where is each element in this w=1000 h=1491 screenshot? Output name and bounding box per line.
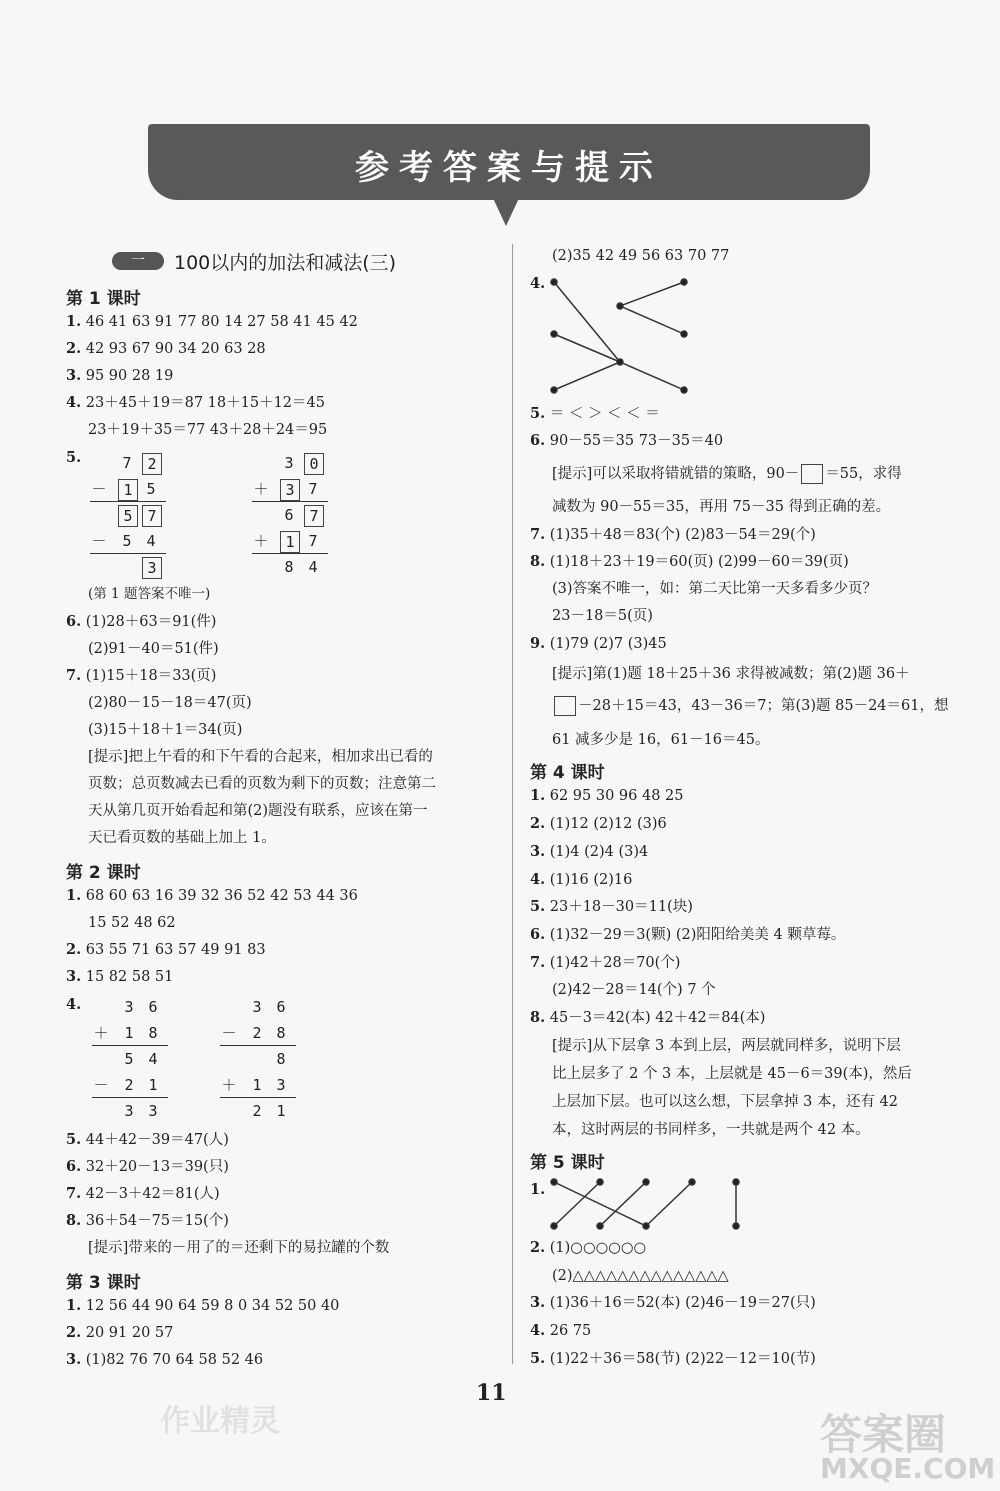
matching-diagram-l3: [540, 270, 700, 400]
answer-text: ＝ ＜ ＞ ＜ ＜ ＝: [549, 406, 660, 422]
calc-line: [90, 501, 166, 502]
operator: ＋: [93, 1024, 109, 1042]
l2-q4-num: [66, 995, 81, 1015]
q-num: 7.: [66, 667, 82, 684]
answer-text: (1)15＋18＝33(页): [85, 668, 217, 684]
answer-text: (1)36＋16＝52(本) (2)46－19＝27(只): [549, 1295, 816, 1311]
q-num: 6.: [66, 613, 82, 630]
dot: [597, 1179, 603, 1185]
answer-text: (1)32－29＝3(颗) (2)阳阳给美美 4 颗草莓。: [549, 927, 846, 943]
l2-q3: [66, 967, 173, 987]
q-num: 6.: [530, 926, 546, 943]
l5-q3: [530, 1293, 816, 1313]
q-num: 3.: [66, 367, 82, 384]
q-num: 1.: [530, 1181, 546, 1198]
hint-label: 提示: [557, 466, 587, 482]
dot: [681, 279, 687, 285]
l2-q6: [66, 1157, 229, 1177]
digit-box: 5: [118, 505, 138, 527]
answer-text: 45－3＝42(本) 42＋42＝84(本): [549, 1010, 766, 1026]
dot: [551, 387, 557, 393]
q-num: 2.: [66, 340, 82, 357]
answer-text: (1)42＋28＝70(个): [549, 955, 681, 971]
l3-hint9-l3: 61 减多少是 16，61－16＝45。: [552, 732, 770, 748]
l2-q8: [66, 1211, 229, 1231]
l1-hint-l1: [提示]把上午看的和下午看的合起来，相加求出已看的: [88, 749, 433, 765]
digit: 4: [146, 532, 156, 550]
match-line: [620, 306, 684, 334]
calc-line: [90, 553, 166, 554]
digit-box: 7: [142, 505, 162, 527]
l3-q3: [66, 1350, 263, 1370]
answer-text: 23＋18－30＝11(块): [549, 899, 693, 915]
dot: [617, 303, 623, 309]
answer-text: (1)22＋36＝58(节) (2)22－12＝10(节): [549, 1351, 816, 1367]
hint-text: 把上午看的和下午看的合起来，相加求出已看的: [128, 749, 433, 765]
answer-text: 42 93 67 90 34 20 63 28: [85, 341, 266, 357]
calc-line: [220, 1097, 296, 1098]
l2-q2: [66, 940, 266, 960]
l1-q2: [66, 339, 266, 359]
l1-hint-l4: 天已看页数的基础上加上 1。: [88, 830, 276, 846]
l2-q1b: 15 52 48 62: [88, 915, 176, 931]
q-num: 5.: [66, 1131, 82, 1148]
calc-line: [92, 1097, 168, 1098]
l5-q2a: [530, 1238, 646, 1258]
digit: 8: [284, 558, 294, 576]
l3-q8b: (3)答案不唯一，如：第二天比第一天多看多少页？: [552, 581, 878, 597]
dot: [681, 331, 687, 337]
hint-label: 提示: [93, 1240, 123, 1256]
answer-text: (1)35＋48＝83(个) (2)83－54＝29(个): [549, 527, 816, 543]
digit: 2: [124, 1076, 134, 1094]
answer-text: 15 82 58 51: [85, 969, 174, 985]
l2-q5: [66, 1130, 229, 1150]
answer-text: 95 90 28 19: [85, 368, 174, 384]
vertical-calc-4b: [220, 994, 300, 1124]
l1-q1: [66, 312, 358, 332]
q-num: 4.: [530, 871, 546, 888]
l4-q5: [530, 897, 693, 917]
l1-q3: [66, 366, 173, 386]
digit-box: 2: [142, 453, 162, 475]
l1-q4a: [66, 393, 325, 413]
calc-line: [252, 553, 328, 554]
digit: 3: [284, 454, 294, 472]
answer-text: 46 41 63 91 77 80 14 27 58 41 45 42: [85, 314, 358, 330]
hint-text: 第(1)题 18＋25＋36 求得被减数；第(2)题 36＋: [592, 666, 910, 682]
digit: 8: [148, 1024, 158, 1042]
answer-text: (1)82 76 70 64 58 52 46: [85, 1352, 264, 1368]
dot: [551, 279, 557, 285]
hint-label: 提示: [93, 749, 123, 765]
q-num: 2.: [530, 815, 546, 832]
calc-line: [92, 1045, 168, 1046]
digit: 1: [124, 1024, 134, 1042]
q-num: 6.: [530, 432, 546, 449]
l4-q6: [530, 925, 845, 945]
l1-q7c: (3)15＋18＋1＝34(页): [88, 722, 243, 738]
l4-hint-l4: 本，这时两层的书同样多，一共就是两个 42 本。: [552, 1122, 870, 1138]
lesson2-title: 第 2 课时: [66, 863, 141, 883]
q-num: 8.: [530, 1009, 546, 1026]
hint-label: 提示: [557, 1038, 587, 1054]
answer-text: 68 60 63 16 39 32 36 52 42 53 44 36: [85, 888, 358, 904]
hint-text: －28＋15＝43，43－36＝7；第(3)题 85－24＝61，想: [578, 698, 949, 714]
q-num: 2.: [66, 941, 82, 958]
l3-q5: [530, 404, 660, 424]
match-line: [620, 362, 684, 390]
q-num: 5.: [530, 405, 546, 422]
operator: －: [221, 1024, 237, 1042]
l4-q3: [530, 842, 648, 862]
answer-text: (1)79 (2)7 (3)45: [549, 636, 667, 652]
digit: 6: [276, 998, 286, 1016]
q-num: 1.: [66, 313, 82, 330]
dot: [551, 331, 557, 337]
digit: 6: [148, 998, 158, 1016]
digit: 5: [124, 1050, 134, 1068]
operator: ＋: [253, 480, 269, 498]
header-pointer: [492, 196, 520, 226]
digit: 3: [148, 1102, 158, 1120]
matching-diagram-l5: [546, 1174, 746, 1234]
match-line: [554, 282, 620, 362]
q-num: 4.: [530, 1322, 546, 1339]
operator: －: [91, 532, 107, 550]
q-num: 8.: [66, 1212, 82, 1229]
lesson5-title: 第 5 课时: [530, 1153, 605, 1173]
digit: 2: [252, 1102, 262, 1120]
l4-hint-l2: 比上层多了 2 个 3 本，上层就是 45－6＝39(本)，然后: [552, 1066, 912, 1082]
answer-text: (1)28＋63＝91(件): [85, 614, 217, 630]
calc-line: [252, 501, 328, 502]
match-line: [620, 282, 684, 306]
dot: [617, 359, 623, 365]
l5-q2b: (2)△△△△△△△△△△△△△△: [552, 1268, 729, 1284]
digit: 4: [148, 1050, 158, 1068]
match-line: [554, 334, 620, 362]
l4-q7b: (2)42－28＝14(个) 7 个: [552, 982, 716, 998]
l3-q7: [530, 525, 816, 545]
q-num: 5.: [530, 898, 546, 915]
digit: 1: [252, 1076, 262, 1094]
digit: 2: [252, 1024, 262, 1042]
l3-hint6-l2: 减数为 90－55＝35，再用 75－35 得到正确的差。: [552, 499, 891, 515]
answer-text: 63 55 71 63 57 49 91 83: [85, 942, 266, 958]
dot: [681, 387, 687, 393]
l1-q7b: (2)80－15－18＝47(页): [88, 695, 252, 711]
l4-hint-l3: 上层加下层。也可以这么想，下层拿掉 3 本，还有 42: [552, 1094, 899, 1110]
q-num: 5.: [66, 449, 82, 466]
q-num: 8.: [530, 553, 546, 570]
q-num: 4.: [66, 996, 82, 1013]
q-num: 2.: [66, 1324, 82, 1341]
answer-text: 20 91 20 57: [85, 1325, 174, 1341]
digit: 7: [308, 532, 318, 550]
vertical-calc-4a: [92, 994, 172, 1124]
match-line: [600, 1182, 646, 1226]
l4-q2: [530, 814, 667, 834]
answer-text: 23＋45＋19＝87 18＋15＋12＝45: [85, 395, 325, 411]
answer-text: (1)12 (2)12 (3)6: [549, 816, 667, 832]
q-num: 7.: [530, 526, 546, 543]
digit: 3: [124, 998, 134, 1016]
column-divider: [512, 244, 513, 1364]
dot: [643, 1223, 649, 1229]
answer-text: (1)16 (2)16: [549, 872, 633, 888]
l3-hint6-l1: [提示]可以采取将错就错的策略，90－ ＝55，求得: [552, 466, 902, 482]
hint-text: ＝55，求得: [825, 466, 902, 482]
watermark-text: 作业精灵: [160, 1404, 280, 1439]
answer-text: (1)○○○○○○: [549, 1240, 647, 1256]
l4-q1: [530, 786, 684, 806]
l1-q4b: 23＋19＋35＝77 43＋28＋24＝95: [88, 422, 328, 438]
l3-q8a: [530, 552, 849, 572]
digit-box: 7: [304, 505, 324, 527]
q-num: 2.: [530, 1239, 546, 1256]
digit-box: 3: [280, 479, 300, 501]
l2-q7: [66, 1184, 220, 1204]
digit: 3: [252, 998, 262, 1016]
lesson4-title: 第 4 课时: [530, 763, 605, 783]
q-num: 3.: [66, 968, 82, 985]
match-line: [554, 1182, 600, 1226]
l5-q1-num: [530, 1180, 545, 1200]
match-line: [554, 1182, 646, 1226]
digit: 7: [308, 480, 318, 498]
lesson1-title: 第 1 课时: [66, 289, 141, 309]
digit: 1: [276, 1102, 286, 1120]
q-num: 9.: [530, 635, 546, 652]
digit: 3: [276, 1076, 286, 1094]
answer-text: 32＋20－13＝39(只): [85, 1159, 229, 1175]
answer-text: 62 95 30 96 48 25: [549, 788, 684, 804]
digit: 3: [124, 1102, 134, 1120]
dot: [643, 1179, 649, 1185]
match-line: [554, 362, 620, 390]
l5-q5: [530, 1349, 816, 1369]
digit-box: 1: [118, 479, 138, 501]
dot: [551, 1179, 557, 1185]
digit: 8: [276, 1024, 286, 1042]
hint-text: 从下层拿 3 本到上层，两层就同样多，说明下层: [592, 1038, 901, 1054]
digit: 8: [276, 1050, 286, 1068]
digit: 1: [148, 1076, 158, 1094]
dot: [733, 1223, 739, 1229]
digit: 6: [284, 506, 294, 524]
q-num: 3.: [530, 843, 546, 860]
l1-hint-l3: 天从第几页开始看起和第(2)题没有联系，应该在第一: [88, 803, 428, 819]
q-num: 7.: [66, 1185, 82, 1202]
vertical-calc-5b: [252, 450, 332, 580]
hint-text: 可以采取将错就错的策略，90－: [592, 466, 800, 482]
dot: [733, 1179, 739, 1185]
l1-q5-num: [66, 448, 81, 468]
l1-q5-note: (第 1 题答案不唯一): [88, 586, 211, 602]
digit: 5: [122, 532, 132, 550]
l2-q1a: [66, 886, 358, 906]
answer-text: (1)4 (2)4 (3)4: [549, 844, 649, 860]
match-line: [646, 1182, 692, 1226]
l4-q8: [530, 1008, 765, 1028]
q-num: 6.: [66, 1158, 82, 1175]
q-num: 7.: [530, 954, 546, 971]
l2-hint: [提示]带来的－用了的＝还剩下的易拉罐的个数: [88, 1240, 390, 1256]
l3-q9: [530, 634, 667, 654]
l4-q7a: [530, 953, 680, 973]
answer-text: 36＋54－75＝15(个): [85, 1213, 229, 1229]
operator: －: [91, 480, 107, 498]
l3-q1: [66, 1296, 339, 1316]
q-num: 1.: [66, 1297, 82, 1314]
q-num: 3.: [530, 1294, 546, 1311]
q-num: 1.: [530, 787, 546, 804]
q-num: 4.: [530, 275, 546, 292]
l3-hint9-l2: [552, 696, 948, 716]
l4-hint-l1: [提示]从下层拿 3 本到上层，两层就同样多，说明下层: [552, 1038, 901, 1054]
l1-q6a: [66, 612, 216, 632]
answer-text: 26 75: [549, 1323, 592, 1339]
digit: 7: [122, 454, 132, 472]
digit: 4: [308, 558, 318, 576]
operator: ＋: [253, 532, 269, 550]
q-num: 5.: [530, 1350, 546, 1367]
digit-box: 0: [304, 453, 324, 475]
l3-hint9-l1: [提示]第(1)题 18＋25＋36 求得被减数；第(2)题 36＋: [552, 666, 910, 682]
blank-box: [554, 696, 576, 716]
answer-text: 90－55＝35 73－35＝40: [549, 433, 724, 449]
q-num: 3.: [66, 1351, 82, 1368]
l1-q6b: (2)91－40＝51(件): [88, 641, 219, 657]
calc-line: [220, 1045, 296, 1046]
l4-q4: [530, 870, 632, 890]
digit-box: 3: [142, 557, 162, 579]
l3-q2: [66, 1323, 173, 1343]
l5-q4: [530, 1321, 591, 1341]
answer-text: 42－3＋42＝81(人): [85, 1186, 220, 1202]
operator: ＋: [221, 1076, 237, 1094]
l1-q7a: [66, 666, 216, 686]
answer-text: 44＋42－39＝47(人): [85, 1132, 229, 1148]
answer-text: (1)18＋23＋19＝60(页) (2)99－60＝39(页): [549, 554, 849, 570]
l3-q8c: 23－18＝5(页): [552, 608, 653, 624]
answer-text: 12 56 44 90 64 59 8 0 34 52 50 40: [85, 1298, 340, 1314]
blank-box: [801, 464, 823, 484]
dot: [689, 1179, 695, 1185]
unit-badge: 一: [112, 252, 164, 270]
q-num: 4.: [66, 394, 82, 411]
hint-label: 提示: [557, 666, 587, 682]
page-number: 11: [476, 1380, 507, 1406]
dot: [551, 1223, 557, 1229]
page-title: 参考答案与提示: [355, 148, 663, 188]
watermark-logo: 答案圈: [820, 1410, 947, 1459]
watermark-url: MXQE.COM: [820, 1452, 996, 1485]
hint-text: 带来的－用了的＝还剩下的易拉罐的个数: [128, 1240, 390, 1256]
digit: 5: [146, 480, 156, 498]
vertical-calc-5a: [90, 450, 170, 580]
q-num: 1.: [66, 887, 82, 904]
l1-hint-l2: 页数；总页数减去已看的页数为剩下的页数；注意第二: [88, 776, 436, 792]
operator: －: [93, 1076, 109, 1094]
digit-box: 1: [280, 531, 300, 553]
unit-title: 100以内的加法和减法(三): [174, 252, 397, 274]
l3-q6: [530, 431, 723, 451]
lesson3-title: 第 3 课时: [66, 1273, 141, 1293]
l3-q3b: (2)35 42 49 56 63 70 77: [552, 248, 730, 264]
dot: [597, 1223, 603, 1229]
